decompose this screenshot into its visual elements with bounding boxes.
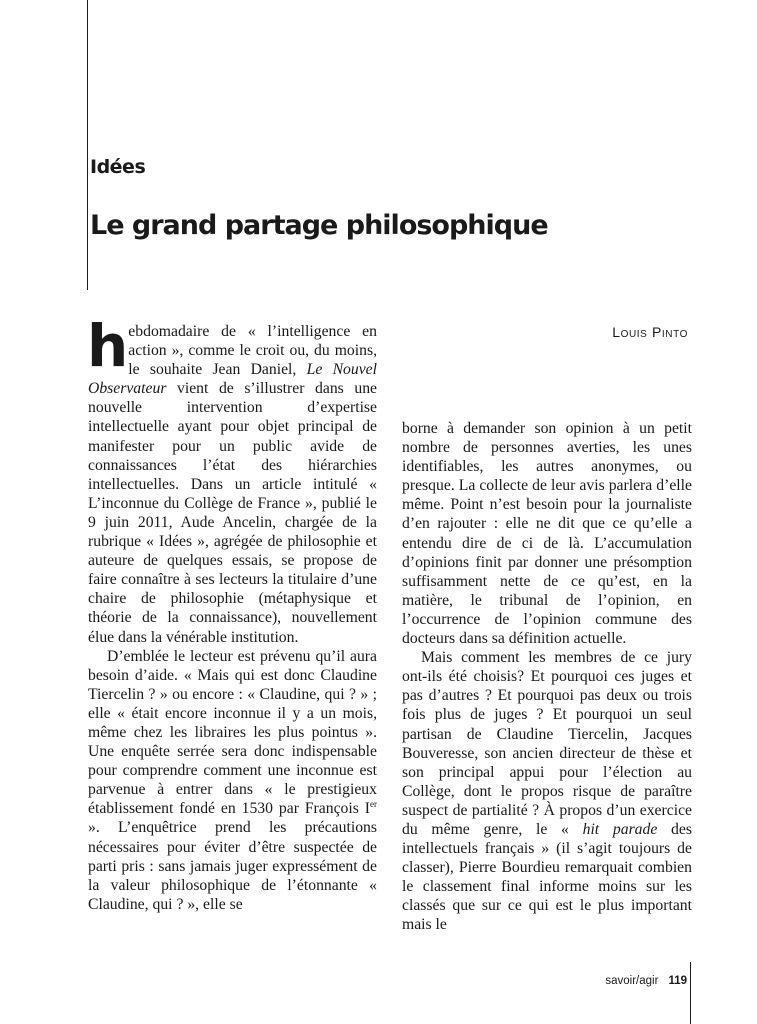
author-name: Louis Pinto [612,324,688,340]
page-footer [605,975,687,987]
italic-term: hit parade [582,820,658,838]
drop-cap: h [87,312,127,380]
paragraph-1: hebdomadaire de « l’intelligence en action », comme le croit ou, du moins, le souhaite Jean Daniel, Le Nouvel Observateur vient de s’illustrer dans une nouvelle intervention d’expertise intellectuelle ayant pour objet principal de manifester pour un public avide de connaissances l’état des hiérarchies intellectuelles. Dans un article intitulé « L’inconnue du Collège de France », publié le 9 juin 2011, Aude Ancelin, chargée de la rubrique « Idées », agrégée de philosophie et auteure de quelques essais, se propose de faire connaître à ses lecteurs la titulaire d’une chaire de philosophie (métaphysique et théorie de la connaissance), nouvellement élue dans la vénérable institution. [87,312,378,646]
journal-name: savoir/agir [605,975,659,987]
right-column [402,419,692,935]
vertical-rule-bottom [690,962,691,1024]
left-column [87,312,378,914]
section-label: Idées [90,156,146,178]
vertical-rule-top [87,0,88,290]
page-number: 119 [668,975,687,987]
article-title: Le grand partage philosophique [90,210,548,241]
paragraph-3: borne à demander son opinion à un petit nombre de personnes averties, les unes identifiables, les autres anonymes, ou presque. La collecte de leur avis parlera d’elle même. Point n’est besoin pour la journaliste d’en rajouter : elle ne dit que ce qu’elle a entendu dire de ci de là. L’accumulation d’opinions finit par donner une présomption suffisamment nette de ce qu’est, en la matière, le tribunal de l’opinion, en l’occurrence de l’opinion commune des docteurs dans sa définition actuelle. [402,420,692,648]
paragraph-2: D’emblée le lecteur est prévenu qu’il aura besoin d’aide. « Mais qui est donc Claudine Tiercelin ? » ou encore : « Claudine, qui ? » ; elle « était encore inconnue il y a un mois, même chez les libraires les plus pointus ». Une enquête serrée sera donc indispensable pour comprendre comment une inconnue est parvenue à entrer dans « le prestigieux établissement fondé en 1530 par François Ier ». L’enquêtrice prend les précautions nécessaires pour éviter d’être suspectée de parti pris : sans jamais juger expressément de la valeur philosophique de l’étonnante « Claudine, qui ? », elle se [88,647,377,913]
paragraph-4: Mais comment les membres de ce jury ont-ils été choisis? Et pourquoi ces juges et pas d’autres ? Et pourquoi pas deux ou trois fois plus de juges ? Et pourquoi un seul partisan de Claudine Tiercelin, Jacques Bouveresse, son ancien directeur de thèse et son principal appui pour l’élection au Collège, dont le propos risque de paraître suspect de partialité ? À propos d’un exercice du même genre, le « hit parade des intellectuels français » (il s’agit toujours de classer), Pierre Bourdieu remarquait combien le classement final informe moins sur les classés que sur ce qui est le plus important mais le [402,649,692,934]
publication-name: Le Nouvel Observateur [88,361,378,398]
